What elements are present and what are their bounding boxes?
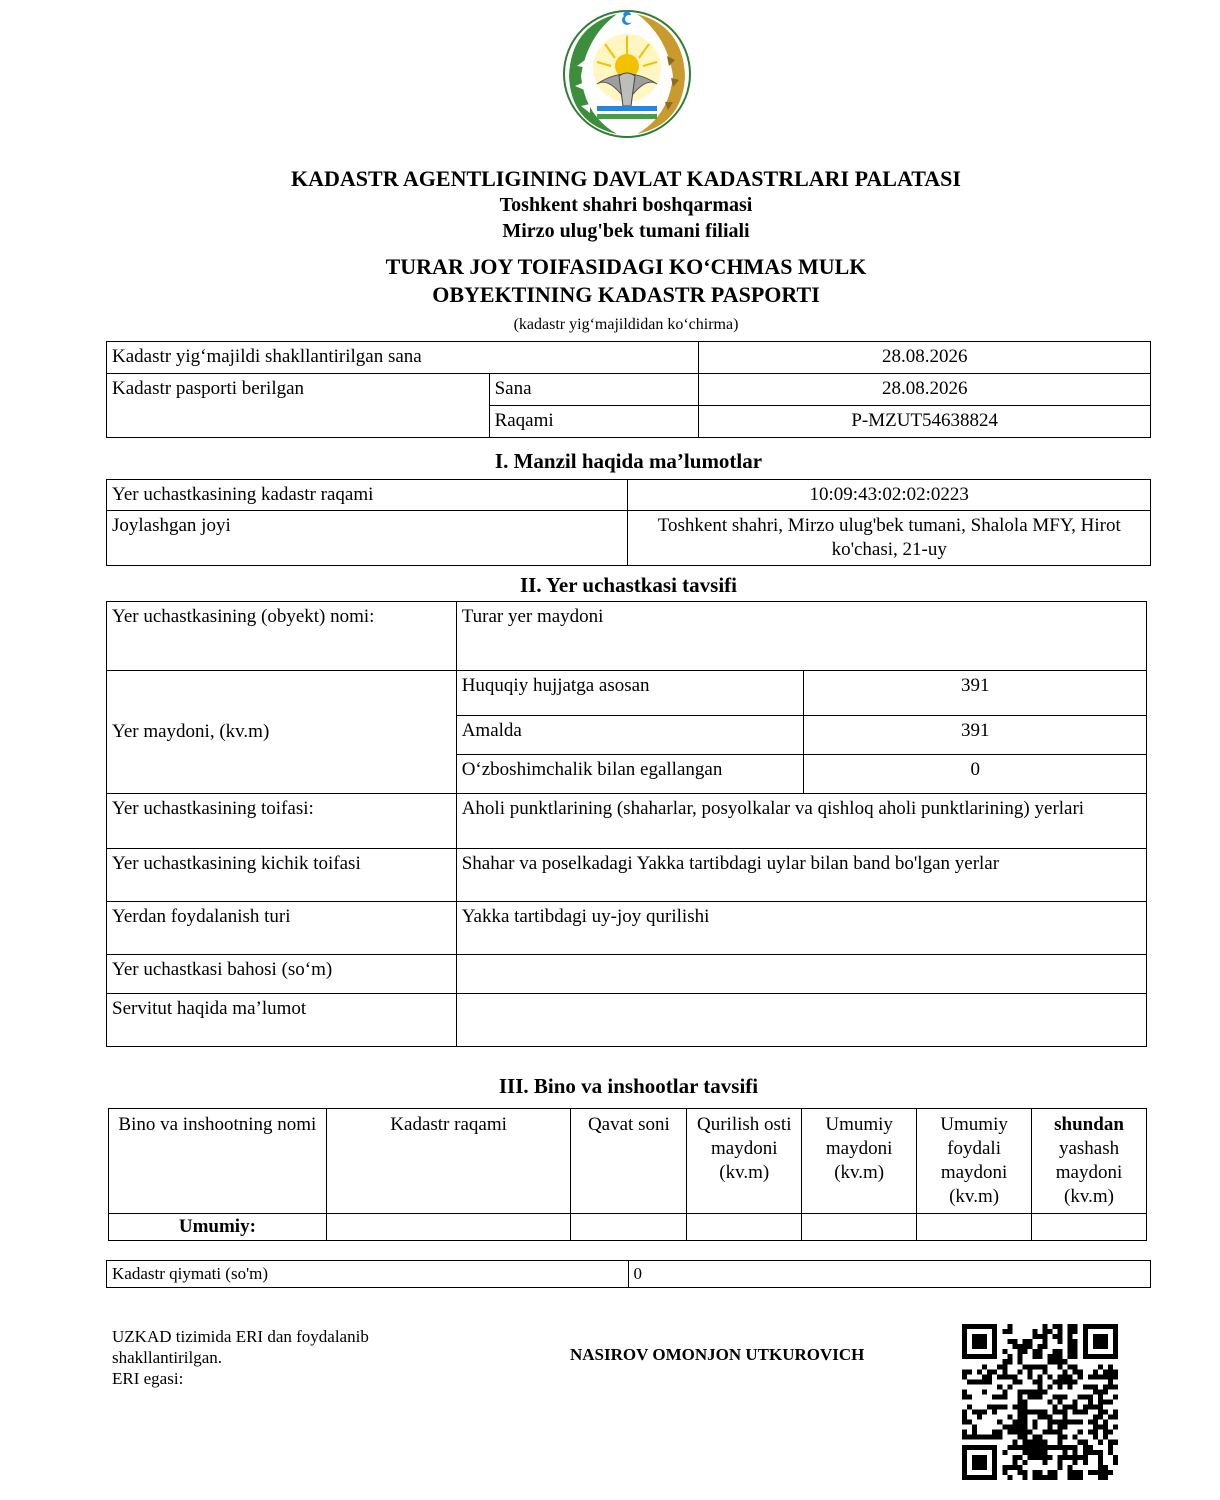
object-name-label: Yer uchastkasining (obyekt) nomi: xyxy=(107,602,457,671)
servitude-value xyxy=(456,994,1146,1047)
issued-date-value: 28.08.2026 xyxy=(699,374,1151,406)
arbitrary-area-value: 0 xyxy=(804,755,1147,794)
formed-date-value: 28.08.2026 xyxy=(699,342,1151,374)
total-living xyxy=(1032,1214,1147,1241)
col-living-area-rest: yashash maydoni (kv.m) xyxy=(1055,1138,1123,1207)
col-useful-area: Umumiy foydali maydoni (kv.m) xyxy=(917,1109,1032,1214)
land-category-value: Aholi punktlarining (shaharlar, posyolkalar va qishloq aholi punktlarining) yerlari xyxy=(456,794,1146,849)
state-emblem-icon xyxy=(557,6,697,142)
actual-area-value: 391 xyxy=(804,716,1147,755)
land-price-value xyxy=(456,955,1146,994)
section-address-title: I. Manzil haqida ma’lumotlar xyxy=(494,449,763,473)
object-name-value: Turar yer maydoni xyxy=(456,602,1146,671)
signature-note xyxy=(112,1326,432,1389)
signature-note-line3: ERI egasi: xyxy=(112,1369,184,1388)
section-land-title: II. Yer uchastkasi tavsifi xyxy=(519,573,738,597)
signature-note-line2: shakllantirilgan. xyxy=(112,1348,223,1367)
passport-number-value: P-MZUT54638824 xyxy=(699,406,1151,438)
cadastral-cost-table xyxy=(106,1260,1151,1288)
department-title: Toshkent shahri boshqarmasi xyxy=(499,194,753,216)
document-title-line1: TURAR JOY TOIFASIDAGI KO‘CHMAS MULK xyxy=(385,254,867,279)
servitude-label: Servitut haqida ma’lumot xyxy=(107,994,457,1047)
total-useful xyxy=(917,1214,1032,1241)
location-value: Toshkent shahri, Mirzo ulug'bek tumani, Shalola MFY, Hirot ko'chasi, 21-uy xyxy=(628,511,1151,566)
land-area-label: Yer maydoni, (kv.m) xyxy=(107,671,457,794)
col-floors: Qavat soni xyxy=(571,1109,687,1214)
issued-label: Kadastr pasporti berilgan xyxy=(107,374,490,438)
passport-info-table xyxy=(106,341,1151,438)
qr-code-icon xyxy=(962,1324,1118,1480)
col-building-name: Bino va inshootning nomi xyxy=(109,1109,327,1214)
buildings-table xyxy=(108,1108,1147,1241)
land-subcategory-label: Yer uchastkasining kichik toifasi xyxy=(107,849,457,902)
legal-area-value: 391 xyxy=(804,671,1147,716)
land-usage-label: Yerdan foydalanish turi xyxy=(107,902,457,955)
total-row-label: Umumiy: xyxy=(109,1214,327,1241)
formed-date-label: Kadastr yig‘majildi shakllantirilgan sana xyxy=(107,342,699,374)
land-category-label: Yer uchastkasining toifasi: xyxy=(107,794,457,849)
total-footprint xyxy=(687,1214,802,1241)
col-total-area: Umumiy maydoni (kv.m) xyxy=(802,1109,917,1214)
passport-number-label: Raqami xyxy=(489,406,699,438)
cadastral-cost-value: 0 xyxy=(628,1261,1150,1288)
col-cadastral-number: Kadastr raqami xyxy=(326,1109,571,1214)
land-subcategory-value: Shahar va poselkadagi Yakka tartibdagi uylar bilan band bo'lgan yerlar xyxy=(456,849,1146,902)
address-table xyxy=(106,479,1151,566)
cadastral-cost-label: Kadastr qiymati (so'm) xyxy=(107,1261,629,1288)
document-title-line2: OBYEKTINING KADASTR PASPORTI xyxy=(432,282,820,307)
land-usage-value: Yakka tartibdagi uy-joy qurilishi xyxy=(456,902,1146,955)
document-subtitle: (kadastr yig‘majildidan ko‘chirma) xyxy=(513,316,739,333)
agency-title: KADASTR AGENTLIGINING DAVLAT KADASTRLARI PALATASI xyxy=(291,166,961,191)
arbitrary-area-label: O‘zboshimchalik bilan egallangan xyxy=(456,755,804,794)
signature-note-line1: UZKAD tizimida ERI dan foydalanib xyxy=(112,1327,369,1346)
land-plot-table xyxy=(106,601,1147,1047)
signer-name: NASIROV OMONJON UTKUROVICH xyxy=(570,1345,865,1364)
branch-title: Mirzo ulug'bek tumani filiali xyxy=(502,220,750,242)
section-buildings-title: III. Bino va inshootlar tavsifi xyxy=(498,1074,759,1098)
cadastral-number-value: 10:09:43:02:02:0223 xyxy=(628,480,1151,511)
total-area xyxy=(802,1214,917,1241)
total-cadastral xyxy=(326,1214,571,1241)
land-price-label: Yer uchastkasi bahosi (so‘m) xyxy=(107,955,457,994)
col-living-area-bold: shundan xyxy=(1054,1114,1124,1135)
col-footprint-area: Qurilish osti maydoni (kv.m) xyxy=(687,1109,802,1214)
col-living-area xyxy=(1032,1109,1147,1214)
issued-date-label: Sana xyxy=(489,374,699,406)
actual-area-label: Amalda xyxy=(456,716,804,755)
cadastral-number-label: Yer uchastkasining kadastr raqami xyxy=(107,480,628,511)
total-floors xyxy=(571,1214,687,1241)
legal-area-label: Huquqiy hujjatga asosan xyxy=(456,671,804,716)
location-label: Joylashgan joyi xyxy=(107,511,628,566)
